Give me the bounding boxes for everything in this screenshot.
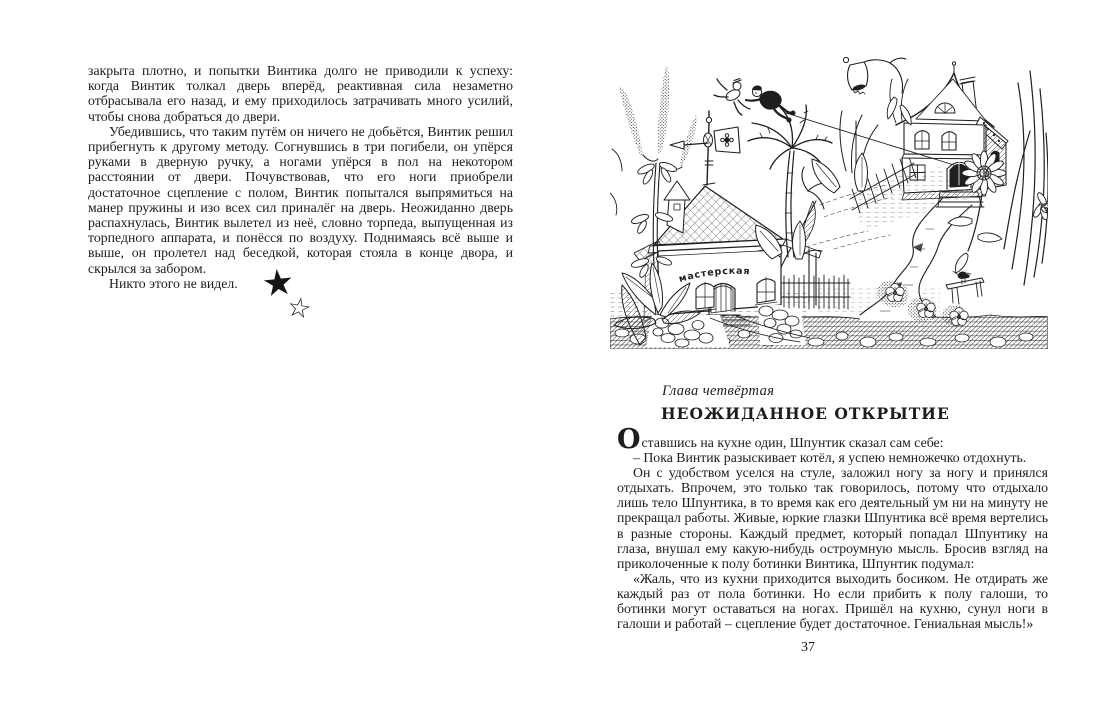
weathervane bbox=[670, 111, 740, 185]
left-text-block bbox=[88, 63, 513, 291]
paragraph: – Пока Винтик разыскивает котёл, я успею немножечко отдохнуть. bbox=[633, 450, 1027, 466]
drop-cap: О bbox=[617, 424, 641, 455]
paragraph: Никто этого не видел. bbox=[109, 275, 238, 291]
paragraph: закрыта плотно, и попытки Винтика долго не приводили к успеху: когда Винтик толкал дверь вперёд, реактивная сила незаметно отбрасывала его назад, и ему приходилось затрачивать много усилий, чтобы снова добраться до двери. bbox=[88, 63, 513, 124]
paragraph: Он с удобством уселся на стуле, заложил ногу за ногу и принялся отдыхать. Впрочем, это только так говорилось, потому что отдыхало лишь тело Шпунтика, в то время как его деятельный ум ни на минуту не прекращал работы. Живые, юркие глазки Шпунтика всё время вертелись в разные стороны. Каждый предмет, который попадал Шпунтику на глаза, внушал ему какую-нибудь остроумную мысль. Бросив взгляд на приколоченные к полу ботинки Винтика, Шпунтик подумал: bbox=[617, 465, 1048, 571]
chapter-end-decoration bbox=[259, 261, 342, 336]
paragraph-text: ставшись на кухне один, Шпунтик сказал сам себе: bbox=[641, 435, 944, 450]
outline-star-icon: ☆ bbox=[284, 291, 314, 326]
chapter-title: НЕОЖИДАННОЕ ОТКРЫТИЕ bbox=[661, 404, 950, 423]
page-number: 37 bbox=[801, 640, 815, 655]
paragraph: «Жаль, что из кухни приходится выходить босиком. Не отдирать же каждый раз от пола ботинки. Но если прибить к полу галоши, то ботинки могут оставаться на ногах. Пришёл на кухню, сунул ноги в галоши и работай – сцепление будет достаточное. Гениальная мысль!» bbox=[617, 570, 1048, 632]
paragraph: Убедившись, что таким путём он ничего не добьётся, Винтик решил прибегнуть к другому методу. Согнувшись в три погибели, он упёрся руками в дверную ручку, а ногами упёрся в пол на некотором расстоянии от двери. Почувствовав, что его ноги приобрели достаточное сцепление с полом, Винтик попытался выпрямиться на манер пружины и изо всех сил приналёг на дверь. Неожиданно дверь распахнулась, Винтик вылетел из неё, словно торпеда, выпущенная из торпедного аппарата, и понёсся по воздуху. Поднимаясь всё выше и выше, он пролетел над беседкой, которая стояла в конце двора, и скрылся за забором. bbox=[88, 123, 513, 276]
flying-figures bbox=[714, 79, 795, 123]
right-text-block bbox=[617, 424, 1048, 632]
paragraph-with-initial bbox=[617, 424, 1048, 455]
illustration bbox=[610, 53, 1048, 349]
chapter-label: Глава четвёртая bbox=[662, 383, 775, 399]
filled-star-icon: ★ bbox=[259, 261, 297, 306]
workshop-sign: мастерская bbox=[677, 265, 751, 285]
